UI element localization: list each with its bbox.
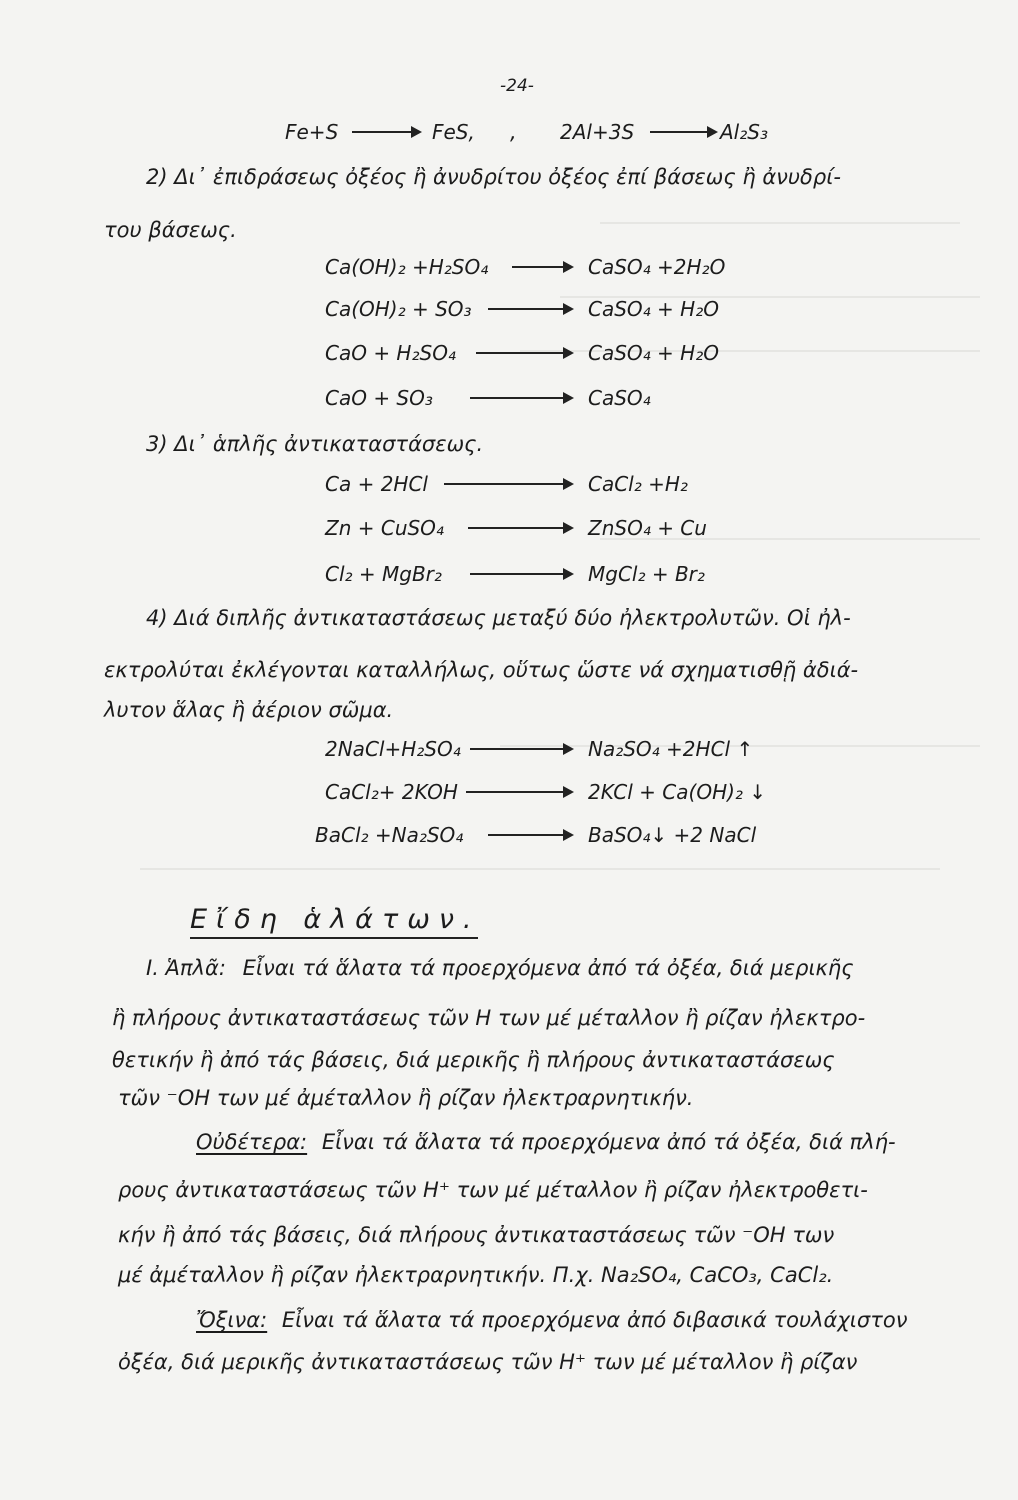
arrow-icon	[468, 527, 572, 529]
reaction-row	[0, 780, 1018, 810]
bleed-through-line	[140, 868, 940, 870]
reactants: CaCl₂+ 2KOH	[325, 780, 458, 804]
simple-salts-label: I. Ἁπλᾶ:	[146, 956, 226, 980]
reaction-row	[0, 386, 1018, 416]
reactants: Fe+S	[285, 120, 339, 144]
simple-salts-paragraph	[146, 958, 854, 979]
reaction-row	[0, 737, 1018, 767]
text-line: ρους ἀντικαταστάσεως τῶν H⁺ των μέ μέταλλον ἢ ρίζαν ἠλεκτροθετι-	[118, 1178, 868, 1202]
neutral-salts-label: Οὐδέτερα:	[196, 1130, 308, 1154]
reactants: CaO + SO₃	[325, 386, 433, 410]
section-2-line-1: 2) Δι᾿ ἐπιδράσεως ὀξέος ἢ ἀνυδρίτου ὀξέος ἐπί βάσεως ἢ ἀνυδρί-	[146, 165, 841, 189]
products: ZnSO₄ + Cu	[588, 516, 707, 540]
acid-salts-paragraph	[196, 1310, 907, 1331]
text-line: κήν ἢ ἀπό τάς βάσεις, διά πλήρους ἀντικαταστάσεως τῶν ⁻OH των	[118, 1223, 835, 1247]
reactants: Cl₂ + MgBr₂	[325, 562, 442, 586]
simple-salts-text: Εἶναι τά ἅλατα τά προερχόμενα ἀπό τά ὀξέα, διά μερικῆς	[242, 956, 854, 980]
arrow-icon	[470, 573, 572, 575]
products: CaCl₂ +H₂	[588, 472, 688, 496]
reaction-row	[0, 297, 1018, 327]
reaction-row	[0, 472, 1018, 502]
reactants: Ca(OH)₂ +H₂SO₄	[325, 255, 489, 279]
reactants: 2Al+3S	[560, 120, 635, 144]
neutral-salts-text: Εἶναι τά ἅλατα τά προερχόμενα ἀπό τά ὀξέα, διά πλή-	[321, 1130, 896, 1154]
products: Al₂S₃	[720, 120, 768, 144]
reactants: BaCl₂ +Na₂SO₄	[315, 823, 464, 847]
section-4-line-1: 4) Διά διπλῆς ἀντικαταστάσεως μεταξύ δύο ἠλεκτρολυτῶν. Οἱ ἠλ-	[146, 606, 851, 630]
acid-salts-label: Ὄξινα:	[196, 1308, 268, 1332]
section-4-line-3: λυτον ἅλας ἢ ἀέριον σῶμα.	[104, 698, 394, 722]
arrow-icon	[488, 834, 572, 836]
reaction-row	[0, 341, 1018, 371]
products: CaSO₄ + H₂O	[588, 341, 719, 365]
products: MgCl₂ + Br₂	[588, 562, 705, 586]
arrow-icon	[466, 791, 572, 793]
arrow-icon	[476, 352, 572, 354]
products: FeS,	[432, 120, 475, 144]
reaction-row	[0, 823, 1018, 853]
section-4-line-2: εκτρολύται ἐκλέγονται καταλλήλως, οὕτως ὥστε νά σχηματισθῇ ἀδιά-	[104, 658, 859, 682]
acid-salts-text: Εἶναι τά ἅλατα τά προερχόμενα ἀπό διβασικά τουλάχιστον	[281, 1308, 908, 1332]
reactants: Zn + CuSO₄	[325, 516, 444, 540]
arrow-icon	[650, 131, 716, 133]
bleed-through-line	[600, 222, 960, 224]
products: Na₂SO₄ +2HCl ↑	[588, 737, 754, 761]
text-line: ἢ πλήρους ἀντικαταστάσεως τῶν H των μέ μέταλλον ἢ ρίζαν ἠλεκτρο-	[112, 1006, 866, 1030]
reactants: CaO + H₂SO₄	[325, 341, 456, 365]
text-line: ὀξέα, διά μερικῆς ἀντικαταστάσεως τῶν H⁺ των μέ μέταλλον ἢ ρίζαν	[118, 1350, 858, 1374]
products: 2KCl + Ca(OH)₂ ↓	[588, 780, 767, 804]
page-number: -24-	[500, 76, 534, 96]
arrow-icon	[512, 266, 572, 268]
text-line: θετικήν ἢ ἀπό τάς βάσεις, διά μερικῆς ἢ πλήρους ἀντικαταστάσεως	[112, 1048, 835, 1072]
arrow-icon	[470, 397, 572, 399]
products: CaSO₄ +2H₂O	[588, 255, 726, 279]
products: CaSO₄ + H₂O	[588, 297, 719, 321]
text-line: τῶν ⁻OH των μέ ἀμέταλλον ἢ ρίζαν ἠλεκτραρνητικήν.	[118, 1086, 694, 1110]
reactants: 2NaCl+H₂SO₄	[325, 737, 461, 761]
section-title: Εἴδη ἁλάτων.	[190, 906, 478, 939]
reaction-row	[0, 562, 1018, 592]
products: CaSO₄	[588, 386, 651, 410]
products: BaSO₄↓ +2 NaCl	[588, 823, 757, 847]
reactants: Ca + 2HCl	[325, 472, 428, 496]
section-2-line-2: του βάσεως.	[104, 218, 237, 242]
section-3-heading: 3) Δι᾿ ἁπλῆς ἀντικαταστάσεως.	[146, 432, 484, 456]
text-line: μέ ἀμέταλλον ἢ ρίζαν ἠλεκτραρνητικήν. Π.χ. Na₂SO₄, CaCO₃, CaCl₂.	[118, 1263, 834, 1287]
reaction-al-s	[0, 120, 1018, 150]
reactants: Ca(OH)₂ + SO₃	[325, 297, 472, 321]
reaction-row	[0, 516, 1018, 546]
reaction-row	[0, 255, 1018, 285]
arrow-icon	[470, 748, 572, 750]
neutral-salts-paragraph	[196, 1132, 896, 1153]
arrow-icon	[488, 308, 572, 310]
separator: ,	[510, 120, 517, 144]
arrow-icon	[444, 483, 572, 485]
